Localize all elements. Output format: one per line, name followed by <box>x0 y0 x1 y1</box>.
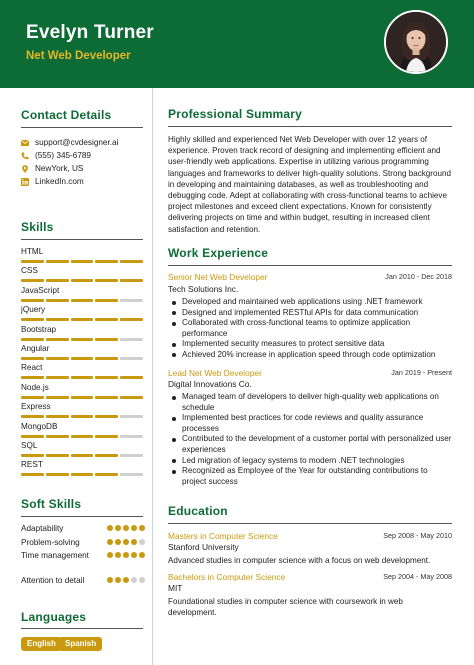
job-company: Tech Solutions Inc. <box>168 284 239 294</box>
skill-row <box>21 286 143 302</box>
skill-level-segment <box>46 279 69 282</box>
rating-dot <box>139 539 145 545</box>
skill-level-segment <box>95 396 118 399</box>
skill-label: MongoDB <box>21 421 58 431</box>
skill-level-bar <box>21 396 143 399</box>
rating-dot <box>107 577 113 583</box>
skill-level-segment <box>120 454 143 457</box>
skill-level-segment <box>120 376 143 379</box>
skill-level-segment <box>71 299 94 302</box>
language-badge: Spanish <box>59 637 102 651</box>
skill-row <box>21 460 143 476</box>
job-title: Senior Net Web Developer <box>168 272 268 282</box>
skill-level-segment <box>46 473 69 476</box>
skill-row <box>21 422 143 438</box>
soft-skill-row <box>21 576 145 586</box>
skill-level-segment <box>46 376 69 379</box>
skill-level-segment <box>95 435 118 438</box>
skill-row <box>21 325 143 341</box>
soft-skills-divider <box>21 516 143 517</box>
skill-level-segment <box>120 473 143 476</box>
summary-heading: Professional Summary <box>168 107 303 121</box>
skill-level-segment <box>46 260 69 263</box>
rating-dot <box>131 552 137 558</box>
job-bullet: Led migration of legacy systems to modern .NET technologies <box>168 456 452 467</box>
rating-dot <box>115 552 121 558</box>
rating-dot <box>107 539 113 545</box>
skills-divider <box>21 239 143 240</box>
job-bullet: Developed and maintained web applications using .NET framework <box>168 297 452 308</box>
skill-level-bar <box>21 357 143 360</box>
skill-level-segment <box>120 338 143 341</box>
skill-level-segment <box>95 473 118 476</box>
skill-label: REST <box>21 460 43 470</box>
skill-level-segment <box>120 318 143 321</box>
skill-level-segment <box>71 473 94 476</box>
skill-level-bar <box>21 435 143 438</box>
skill-row <box>21 402 143 418</box>
job-bullets <box>168 297 452 361</box>
job-dates: Jan 2010 - Dec 2018 <box>385 272 452 281</box>
soft-skill-label: Problem-solving <box>21 538 80 547</box>
skill-level-segment <box>95 318 118 321</box>
rating-dot <box>131 577 137 583</box>
skill-level-segment <box>21 454 44 457</box>
skill-level-segment <box>71 376 94 379</box>
skill-level-bar <box>21 318 143 321</box>
skill-row <box>21 441 143 457</box>
soft-skill-rating <box>107 539 145 545</box>
contact-heading: Contact Details <box>21 108 112 122</box>
degree-title: Masters in Computer Science <box>168 531 278 541</box>
rating-dot <box>123 525 129 531</box>
skill-level-segment <box>46 454 69 457</box>
contact-divider <box>21 127 143 128</box>
contact-location-text: NewYork, US <box>35 164 84 173</box>
job-bullet: Implemented best practices for code reviews and quality assurance processes <box>168 413 452 434</box>
soft-skill-rating <box>107 552 145 558</box>
skill-label: CSS <box>21 266 38 276</box>
contact-linkedin-text[interactable]: LinkedIn.com <box>35 177 84 186</box>
soft-skill-row <box>21 551 145 561</box>
languages-heading: Languages <box>21 610 87 624</box>
skill-label: JavaScript <box>21 285 60 295</box>
contact-linkedin[interactable] <box>21 176 84 187</box>
soft-skill-rating <box>107 577 145 583</box>
skill-level-segment <box>95 415 118 418</box>
skill-row <box>21 247 143 263</box>
job-bullet: Collaborated with cross-functional teams to optimize application performance <box>168 318 452 339</box>
experience-divider <box>168 265 452 266</box>
skill-level-segment <box>21 435 44 438</box>
job-dates: Jan 2019 - Present <box>391 368 452 377</box>
skill-label: Express <box>21 402 51 412</box>
skill-level-segment <box>46 338 69 341</box>
job-bullets <box>168 392 452 487</box>
skill-level-bar <box>21 376 143 379</box>
skill-level-segment <box>46 318 69 321</box>
job-title: Lead Net Web Developer <box>168 368 262 378</box>
job-bullet: Designed and implemented RESTful APIs for data communication <box>168 308 452 319</box>
school-name: MIT <box>168 583 183 593</box>
job-bullet: Managed team of developers to deliver high-quality web applications on schedule <box>168 392 452 413</box>
skill-level-segment <box>21 338 44 341</box>
skill-level-segment <box>21 318 44 321</box>
skill-level-segment <box>21 396 44 399</box>
skill-row <box>21 305 143 321</box>
candidate-name: Evelyn Turner <box>26 22 154 43</box>
language-badge: English <box>21 637 62 651</box>
skill-row <box>21 344 143 360</box>
degree-description: Advanced studies in computer science with a focus on web development. <box>168 556 431 565</box>
soft-skill-label: Time management <box>21 551 89 560</box>
soft-skill-row <box>21 538 145 548</box>
skill-level-segment <box>120 396 143 399</box>
contact-phone-text: (555) 345-6789 <box>35 151 91 160</box>
school-name: Stanford University <box>168 542 239 552</box>
skill-level-segment <box>21 473 44 476</box>
skill-level-segment <box>95 260 118 263</box>
skill-level-segment <box>46 299 69 302</box>
skill-label: Bootstrap <box>21 324 57 334</box>
rating-dot <box>123 577 129 583</box>
skill-level-bar <box>21 473 143 476</box>
job-bullet: Contributed to the development of a customer portal with personalized user experiences <box>168 434 452 455</box>
rating-dot <box>115 525 121 531</box>
rating-dot <box>131 525 137 531</box>
job-bullet: Recognized as Employee of the Year for outstanding contributions to project success <box>168 466 452 487</box>
skill-level-segment <box>21 279 44 282</box>
skill-level-segment <box>95 279 118 282</box>
skill-level-segment <box>71 435 94 438</box>
candidate-title: Net Web Developer <box>26 50 131 62</box>
job-company: Digital Innovations Co. <box>168 379 252 389</box>
rating-dot <box>139 577 145 583</box>
contact-email-text: support@cvdesigner.ai <box>35 138 119 147</box>
skill-level-segment <box>71 260 94 263</box>
skill-row <box>21 266 143 282</box>
profile-photo <box>384 10 448 74</box>
skill-level-segment <box>46 396 69 399</box>
degree-description: Foundational studies in computer science with coursework in web development. <box>168 597 403 618</box>
rating-dot <box>131 539 137 545</box>
skill-level-segment <box>120 357 143 360</box>
skill-level-segment <box>120 260 143 263</box>
skill-level-segment <box>95 299 118 302</box>
rating-dot <box>139 552 145 558</box>
skill-level-segment <box>46 415 69 418</box>
skill-level-segment <box>95 376 118 379</box>
soft-skill-rating <box>107 525 145 531</box>
skill-level-bar <box>21 260 143 263</box>
summary-text: Highly skilled and experienced Net Web Developer with over 12 years of experience. Proven track record of designing and implementing efficient and user-friendly web applications. Expertise in utilizing various programming languages and frameworks to deliver high-quality solutions. Strong background in developing and maintaining databases, as well as troubleshooting and debugging code. Adept at collaborating with cross-functional teams to achieve project milestones and exceed client expectations. Known for consistently delivering projects on time and within budget, resulting in increased client satisfaction and retention. <box>168 135 451 234</box>
skill-level-segment <box>120 415 143 418</box>
skill-level-segment <box>46 357 69 360</box>
rating-dot <box>123 552 129 558</box>
languages-divider <box>21 628 143 629</box>
skill-level-bar <box>21 454 143 457</box>
envelope-icon <box>21 139 29 147</box>
skill-label: SQL <box>21 441 38 450</box>
skill-level-segment <box>71 318 94 321</box>
rating-dot <box>107 525 113 531</box>
skill-level-segment <box>71 338 94 341</box>
skill-level-segment <box>46 435 69 438</box>
rating-dot <box>123 539 129 545</box>
skill-level-segment <box>71 279 94 282</box>
phone-icon <box>21 152 29 160</box>
soft-skill-row <box>21 524 145 534</box>
soft-skills-heading: Soft Skills <box>21 497 82 511</box>
skill-label: jQuery <box>21 305 46 315</box>
skill-level-segment <box>95 357 118 360</box>
skill-label: React <box>21 363 43 373</box>
skill-level-bar <box>21 279 143 282</box>
linkedin-icon <box>21 178 29 186</box>
skill-level-segment <box>21 260 44 263</box>
experience-heading: Work Experience <box>168 246 269 260</box>
rating-dot <box>115 577 121 583</box>
skill-level-bar <box>21 299 143 302</box>
skill-level-segment <box>120 299 143 302</box>
degree-dates: Sep 2008 - May 2010 <box>383 531 452 540</box>
skill-level-segment <box>21 299 44 302</box>
skill-level-segment <box>21 415 44 418</box>
rating-dot <box>115 539 121 545</box>
skill-level-segment <box>71 396 94 399</box>
resume-header <box>0 0 474 88</box>
skill-row <box>21 383 143 399</box>
skills-heading: Skills <box>21 220 54 234</box>
location-pin-icon <box>21 165 29 173</box>
job-bullet: Implemented security measures to protect sensitive data <box>168 339 452 350</box>
skill-level-segment <box>21 376 44 379</box>
rating-dot <box>139 525 145 531</box>
contact-phone <box>21 150 91 161</box>
skill-row <box>21 363 143 379</box>
skill-level-bar <box>21 415 143 418</box>
contact-location <box>21 163 83 174</box>
skill-level-segment <box>71 357 94 360</box>
summary-divider <box>168 126 452 127</box>
contact-email <box>21 137 118 148</box>
skill-level-bar <box>21 338 143 341</box>
soft-skill-label: Adaptability <box>21 524 64 533</box>
soft-skill-label: Attention to detail <box>21 576 85 585</box>
skill-level-segment <box>120 435 143 438</box>
skill-level-segment <box>71 454 94 457</box>
skill-label: Angular <box>21 344 50 353</box>
skill-label: HTML <box>21 247 44 256</box>
skill-level-segment <box>95 338 118 341</box>
degree-title: Bachelors in Computer Science <box>168 572 286 582</box>
education-divider <box>168 523 452 524</box>
skill-level-segment <box>21 357 44 360</box>
skill-label: Node.js <box>21 382 49 392</box>
education-heading: Education <box>168 504 228 518</box>
skill-level-segment <box>71 415 94 418</box>
degree-dates: Sep 2004 - May 2008 <box>383 572 452 581</box>
skill-level-segment <box>120 279 143 282</box>
rating-dot <box>107 552 113 558</box>
skill-level-segment <box>95 454 118 457</box>
job-bullet: Achieved 20% increase in application speed through code optimization <box>168 350 452 361</box>
